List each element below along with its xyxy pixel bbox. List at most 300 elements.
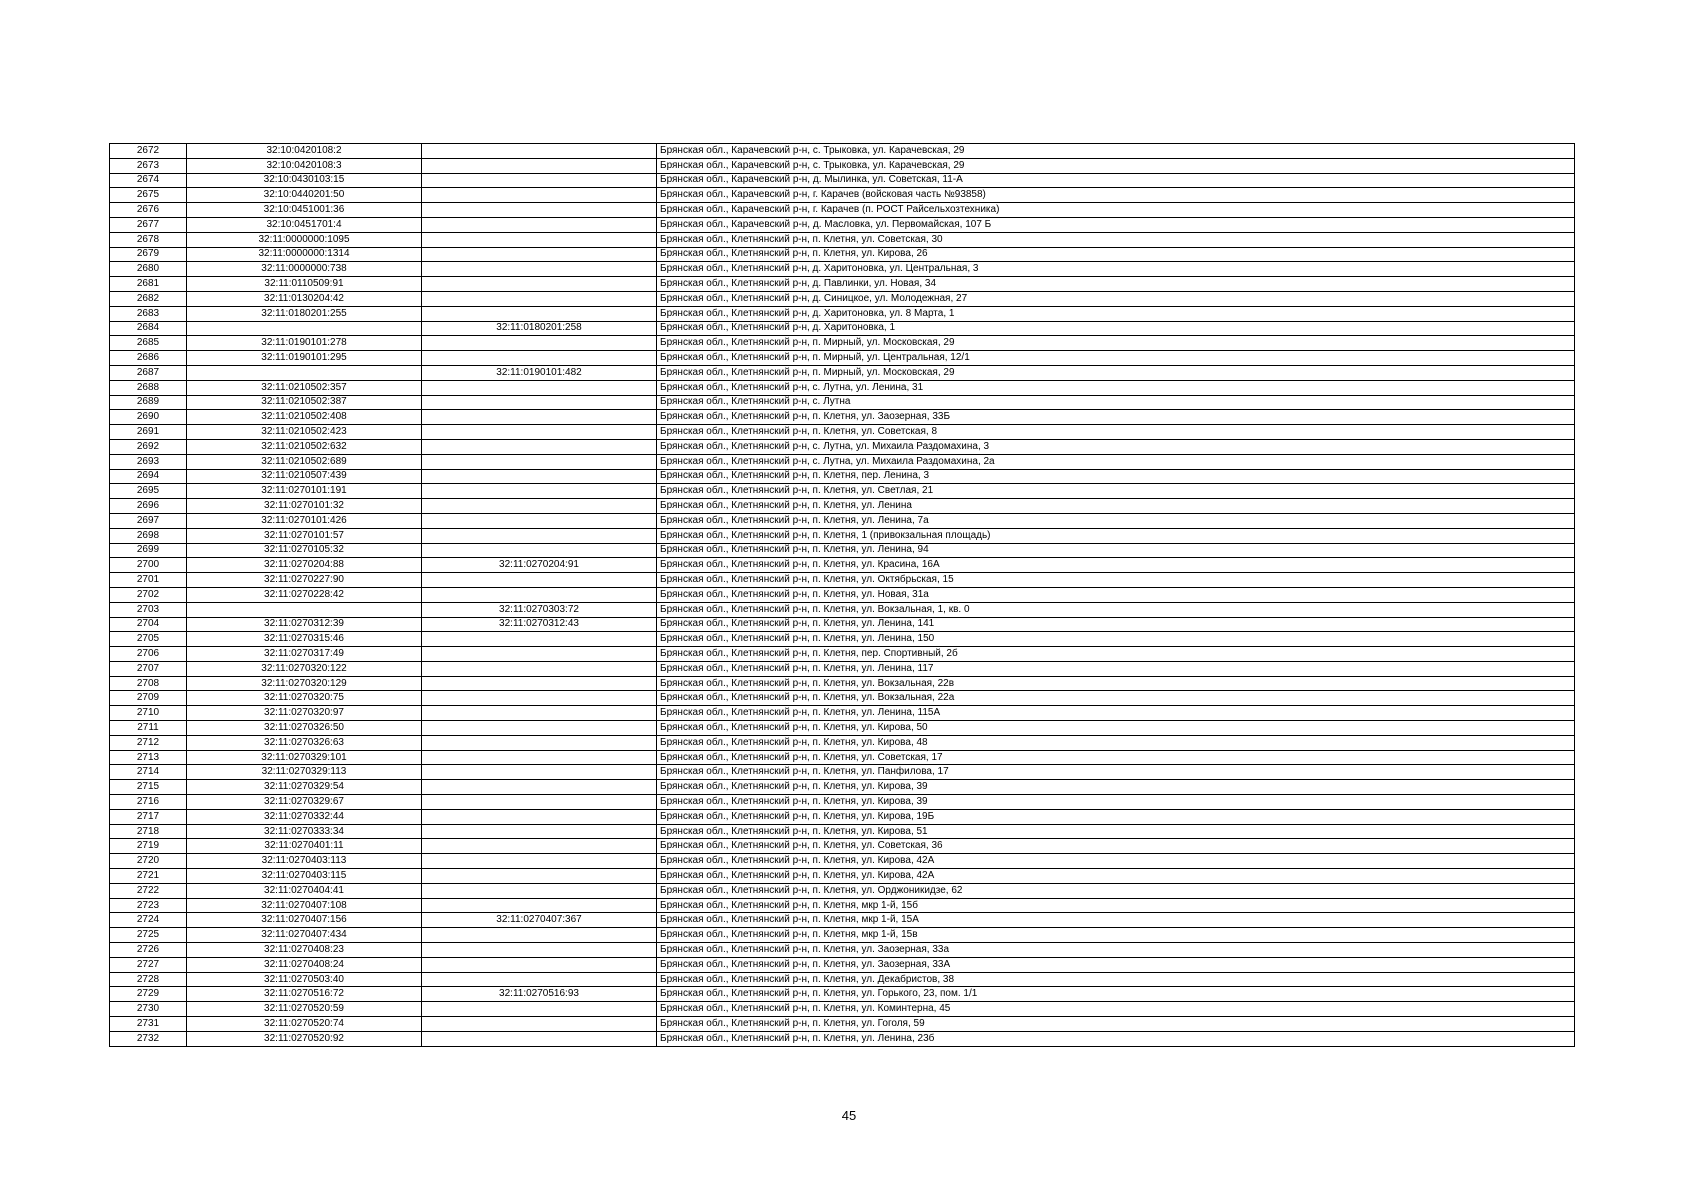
table-row (110, 528, 1575, 543)
cadastral-number-cell: 32:11:0270329:54 (187, 780, 422, 795)
cadastral-number-cell: 32:10:0420108:3 (187, 158, 422, 173)
related-cadastral-number-cell (422, 676, 657, 691)
cadastral-number-cell: 32:11:0270404:41 (187, 883, 422, 898)
cadastral-number-cell: 32:11:0270516:72 (187, 987, 422, 1002)
related-cadastral-number-cell (422, 410, 657, 425)
address-cell: Брянская обл., Карачевский р-н, д. Масловка, ул. Первомайская, 107 Б (657, 217, 1575, 232)
related-cadastral-number-cell (422, 188, 657, 203)
address-cell: Брянская обл., Клетнянский р-н, д. Павлинки, ул. Новая, 34 (657, 277, 1575, 292)
table-row (110, 1002, 1575, 1017)
cadastral-number-cell: 32:11:0270520:92 (187, 1031, 422, 1046)
address-cell: Брянская обл., Клетнянский р-н, с. Лутна, ул. Ленина, 31 (657, 380, 1575, 395)
cadastral-number-cell: 32:11:0270408:24 (187, 957, 422, 972)
address-cell: Брянская обл., Клетнянский р-н, п. Клетня, ул. Ленина, 94 (657, 543, 1575, 558)
cadastral-number-cell: 32:11:0130204:42 (187, 291, 422, 306)
cadastral-number-cell: 32:11:0270101:191 (187, 484, 422, 499)
row-number-cell: 2708 (110, 676, 187, 691)
cadastral-number-cell: 32:11:0270101:32 (187, 499, 422, 514)
related-cadastral-number-cell (422, 469, 657, 484)
table-row (110, 632, 1575, 647)
address-cell: Брянская обл., Клетнянский р-н, п. Клетня, ул. Советская, 36 (657, 839, 1575, 854)
row-number-cell: 2692 (110, 439, 187, 454)
cadastral-number-cell: 32:11:0270503:40 (187, 972, 422, 987)
table-row (110, 839, 1575, 854)
table-row (110, 809, 1575, 824)
related-cadastral-number-cell (422, 706, 657, 721)
row-number-cell: 2696 (110, 499, 187, 514)
address-cell: Брянская обл., Клетнянский р-н, п. Клетня, ул. Кирова, 51 (657, 824, 1575, 839)
cadastral-number-cell: 32:11:0270520:59 (187, 1002, 422, 1017)
related-cadastral-number-cell (422, 543, 657, 558)
cadastral-number-cell: 32:11:0270320:129 (187, 676, 422, 691)
address-cell: Брянская обл., Клетнянский р-н, п. Клетня, ул. Декабристов, 38 (657, 972, 1575, 987)
address-cell: Брянская обл., Клетнянский р-н, п. Мирный, ул. Московская, 29 (657, 336, 1575, 351)
address-cell: Брянская обл., Клетнянский р-н, п. Клетня, ул. Ленина, 150 (657, 632, 1575, 647)
related-cadastral-number-cell: 32:11:0270204:91 (422, 558, 657, 573)
table-row (110, 721, 1575, 736)
row-number-cell: 2681 (110, 277, 187, 292)
address-cell: Брянская обл., Клетнянский р-н, п. Клетня, ул. Заозерная, 33А (657, 957, 1575, 972)
table-row (110, 854, 1575, 869)
table-row (110, 795, 1575, 810)
row-number-cell: 2675 (110, 188, 187, 203)
related-cadastral-number-cell (422, 721, 657, 736)
table-row (110, 336, 1575, 351)
cadastral-number-cell: 32:11:0190101:295 (187, 351, 422, 366)
address-cell: Брянская обл., Клетнянский р-н, д. Синицкое, ул. Молодежная, 27 (657, 291, 1575, 306)
address-cell: Брянская обл., Клетнянский р-н, д. Харитоновка, 1 (657, 321, 1575, 336)
table-row (110, 395, 1575, 410)
table-row (110, 558, 1575, 573)
row-number-cell: 2672 (110, 144, 187, 159)
address-cell: Брянская обл., Клетнянский р-н, п. Клетня, ул. Вокзальная, 1, кв. 0 (657, 602, 1575, 617)
cadastral-number-cell: 32:11:0270326:50 (187, 721, 422, 736)
address-cell: Брянская обл., Клетнянский р-н, п. Клетня, ул. Вокзальная, 22а (657, 691, 1575, 706)
cadastral-number-cell: 32:11:0270407:156 (187, 913, 422, 928)
cadastral-number-cell: 32:11:0110509:91 (187, 277, 422, 292)
related-cadastral-number-cell (422, 573, 657, 588)
row-number-cell: 2729 (110, 987, 187, 1002)
address-cell: Брянская обл., Клетнянский р-н, п. Клетня, пер. Спортивный, 2б (657, 647, 1575, 662)
address-cell: Брянская обл., Клетнянский р-н, п. Клетня, ул. Советская, 30 (657, 232, 1575, 247)
related-cadastral-number-cell (422, 277, 657, 292)
table-row (110, 957, 1575, 972)
row-number-cell: 2676 (110, 203, 187, 218)
cadastral-number-cell: 32:11:0270326:63 (187, 735, 422, 750)
related-cadastral-number-cell (422, 735, 657, 750)
table-row (110, 587, 1575, 602)
related-cadastral-number-cell (422, 513, 657, 528)
related-cadastral-number-cell (422, 795, 657, 810)
cadastral-number-cell: 32:10:0420108:2 (187, 144, 422, 159)
address-cell: Брянская обл., Клетнянский р-н, д. Харитоновка, ул. Центральная, 3 (657, 262, 1575, 277)
row-number-cell: 2723 (110, 898, 187, 913)
cadastral-number-cell (187, 365, 422, 380)
row-number-cell: 2722 (110, 883, 187, 898)
address-cell: Брянская обл., Клетнянский р-н, п. Клетня, ул. Орджоникидзе, 62 (657, 883, 1575, 898)
related-cadastral-number-cell: 32:11:0270516:93 (422, 987, 657, 1002)
related-cadastral-number-cell (422, 647, 657, 662)
table-row (110, 824, 1575, 839)
related-cadastral-number-cell (422, 765, 657, 780)
related-cadastral-number-cell (422, 351, 657, 366)
cadastral-number-cell: 32:11:0210502:689 (187, 454, 422, 469)
address-cell: Брянская обл., Клетнянский р-н, п. Клетня, мкр 1-й, 15в (657, 928, 1575, 943)
row-number-cell: 2679 (110, 247, 187, 262)
row-number-cell: 2727 (110, 957, 187, 972)
row-number-cell: 2718 (110, 824, 187, 839)
row-number-cell: 2687 (110, 365, 187, 380)
table-row (110, 617, 1575, 632)
table-row (110, 203, 1575, 218)
related-cadastral-number-cell (422, 1031, 657, 1046)
row-number-cell: 2730 (110, 1002, 187, 1017)
cadastral-number-cell: 32:11:0270317:49 (187, 647, 422, 662)
related-cadastral-number-cell (422, 750, 657, 765)
row-number-cell: 2698 (110, 528, 187, 543)
address-cell: Брянская обл., Клетнянский р-н, п. Клетня, ул. Советская, 17 (657, 750, 1575, 765)
cadastral-number-cell: 32:11:0270403:115 (187, 869, 422, 884)
address-cell: Брянская обл., Клетнянский р-н, п. Клетня, ул. Кирова, 48 (657, 735, 1575, 750)
cadastral-number-cell (187, 602, 422, 617)
related-cadastral-number-cell (422, 780, 657, 795)
cadastral-number-cell: 32:11:0270320:122 (187, 661, 422, 676)
cadastral-number-cell: 32:11:0270204:88 (187, 558, 422, 573)
cadastral-number-cell: 32:11:0000000:738 (187, 262, 422, 277)
row-number-cell: 2726 (110, 943, 187, 958)
row-number-cell: 2720 (110, 854, 187, 869)
address-cell: Брянская обл., Клетнянский р-н, п. Клетня, ул. Кирова, 50 (657, 721, 1575, 736)
table-row (110, 499, 1575, 514)
related-cadastral-number-cell (422, 262, 657, 277)
cadastral-number-cell: 32:11:0000000:1095 (187, 232, 422, 247)
table-row (110, 928, 1575, 943)
related-cadastral-number-cell (422, 336, 657, 351)
related-cadastral-number-cell (422, 306, 657, 321)
row-number-cell: 2703 (110, 602, 187, 617)
registry-table (109, 143, 1575, 1047)
cadastral-number-cell: 32:11:0210507:439 (187, 469, 422, 484)
cadastral-number-cell: 32:11:0270228:42 (187, 587, 422, 602)
address-cell: Брянская обл., Клетнянский р-н, п. Клетня, ул. Горького, 23, пом. 1/1 (657, 987, 1575, 1002)
row-number-cell: 2697 (110, 513, 187, 528)
cadastral-number-cell: 32:11:0270227:90 (187, 573, 422, 588)
related-cadastral-number-cell (422, 528, 657, 543)
row-number-cell: 2691 (110, 425, 187, 440)
row-number-cell: 2712 (110, 735, 187, 750)
related-cadastral-number-cell (422, 972, 657, 987)
row-number-cell: 2725 (110, 928, 187, 943)
cadastral-number-cell: 32:11:0270320:75 (187, 691, 422, 706)
address-cell: Брянская обл., Клетнянский р-н, п. Клетня, ул. Кирова, 39 (657, 780, 1575, 795)
related-cadastral-number-cell (422, 869, 657, 884)
table-row (110, 232, 1575, 247)
row-number-cell: 2677 (110, 217, 187, 232)
table-row (110, 439, 1575, 454)
row-number-cell: 2683 (110, 306, 187, 321)
row-number-cell: 2707 (110, 661, 187, 676)
cadastral-number-cell: 32:11:0270101:57 (187, 528, 422, 543)
related-cadastral-number-cell (422, 247, 657, 262)
related-cadastral-number-cell (422, 395, 657, 410)
related-cadastral-number-cell (422, 898, 657, 913)
address-cell: Брянская обл., Клетнянский р-н, п. Клетня, ул. Советская, 8 (657, 425, 1575, 440)
table-row (110, 351, 1575, 366)
address-cell: Брянская обл., Клетнянский р-н, п. Мирный, ул. Центральная, 12/1 (657, 351, 1575, 366)
table-row (110, 1017, 1575, 1032)
related-cadastral-number-cell (422, 587, 657, 602)
table-row (110, 365, 1575, 380)
related-cadastral-number-cell (422, 661, 657, 676)
table-row (110, 602, 1575, 617)
related-cadastral-number-cell (422, 1017, 657, 1032)
address-cell: Брянская обл., Клетнянский р-н, п. Клетня, ул. Ленина, 141 (657, 617, 1575, 632)
address-cell: Брянская обл., Клетнянский р-н, п. Клетня, мкр 1-й, 15А (657, 913, 1575, 928)
table-row (110, 1031, 1575, 1046)
table-row (110, 144, 1575, 159)
cadastral-number-cell: 32:11:0270329:113 (187, 765, 422, 780)
related-cadastral-number-cell (422, 484, 657, 499)
table-row (110, 691, 1575, 706)
row-number-cell: 2694 (110, 469, 187, 484)
row-number-cell: 2699 (110, 543, 187, 558)
row-number-cell: 2689 (110, 395, 187, 410)
related-cadastral-number-cell (422, 144, 657, 159)
row-number-cell: 2704 (110, 617, 187, 632)
cadastral-number-cell: 32:11:0270312:39 (187, 617, 422, 632)
related-cadastral-number-cell (422, 928, 657, 943)
related-cadastral-number-cell (422, 380, 657, 395)
page-number: 45 (841, 1108, 857, 1123)
row-number-cell: 2701 (110, 573, 187, 588)
cadastral-number-cell: 32:11:0270329:101 (187, 750, 422, 765)
related-cadastral-number-cell: 32:11:0180201:258 (422, 321, 657, 336)
row-number-cell: 2678 (110, 232, 187, 247)
row-number-cell: 2674 (110, 173, 187, 188)
address-cell: Брянская обл., Клетнянский р-н, п. Клетня, ул. Кирова, 19Б (657, 809, 1575, 824)
related-cadastral-number-cell (422, 232, 657, 247)
table-row (110, 661, 1575, 676)
row-number-cell: 2693 (110, 454, 187, 469)
row-number-cell: 2711 (110, 721, 187, 736)
cadastral-number-cell: 32:11:0270333:34 (187, 824, 422, 839)
cadastral-number-cell: 32:11:0210502:357 (187, 380, 422, 395)
table-row (110, 410, 1575, 425)
address-cell: Брянская обл., Клетнянский р-н, с. Лутна, ул. Михаила Раздомахина, 2а (657, 454, 1575, 469)
related-cadastral-number-cell: 32:11:0270303:72 (422, 602, 657, 617)
table-row (110, 750, 1575, 765)
address-cell: Брянская обл., Клетнянский р-н, п. Клетня, ул. Светлая, 21 (657, 484, 1575, 499)
address-cell: Брянская обл., Карачевский р-н, г. Карачев (п. РОСТ Райсельхозтехника) (657, 203, 1575, 218)
address-cell: Брянская обл., Клетнянский р-н, п. Мирный, ул. Московская, 29 (657, 365, 1575, 380)
table-row (110, 543, 1575, 558)
table-row (110, 469, 1575, 484)
row-number-cell: 2715 (110, 780, 187, 795)
table-row (110, 158, 1575, 173)
row-number-cell: 2717 (110, 809, 187, 824)
address-cell: Брянская обл., Клетнянский р-н, п. Клетня, ул. Ленина, 115А (657, 706, 1575, 721)
table-row (110, 898, 1575, 913)
cadastral-number-cell: 32:10:0451001:36 (187, 203, 422, 218)
cadastral-number-cell: 32:11:0270520:74 (187, 1017, 422, 1032)
row-number-cell: 2716 (110, 795, 187, 810)
registry-table-body (110, 144, 1575, 1047)
cadastral-number-cell: 32:11:0000000:1314 (187, 247, 422, 262)
address-cell: Брянская обл., Клетнянский р-н, п. Клетня, ул. Гоголя, 59 (657, 1017, 1575, 1032)
address-cell: Брянская обл., Клетнянский р-н, п. Клетня, ул. Ленина, 7а (657, 513, 1575, 528)
row-number-cell: 2731 (110, 1017, 187, 1032)
row-number-cell: 2680 (110, 262, 187, 277)
address-cell: Брянская обл., Клетнянский р-н, п. Клетня, ул. Коминтерна, 45 (657, 1002, 1575, 1017)
row-number-cell: 2700 (110, 558, 187, 573)
related-cadastral-number-cell (422, 173, 657, 188)
cadastral-number-cell (187, 321, 422, 336)
table-row (110, 291, 1575, 306)
row-number-cell: 2705 (110, 632, 187, 647)
related-cadastral-number-cell (422, 691, 657, 706)
related-cadastral-number-cell (422, 203, 657, 218)
cadastral-number-cell: 32:11:0270101:426 (187, 513, 422, 528)
cadastral-number-cell: 32:11:0210502:387 (187, 395, 422, 410)
related-cadastral-number-cell: 32:11:0270312:43 (422, 617, 657, 632)
table-row (110, 454, 1575, 469)
address-cell: Брянская обл., Клетнянский р-н, п. Клетня, ул. Кирова, 42А (657, 854, 1575, 869)
table-row (110, 735, 1575, 750)
row-number-cell: 2732 (110, 1031, 187, 1046)
row-number-cell: 2710 (110, 706, 187, 721)
table-row (110, 573, 1575, 588)
related-cadastral-number-cell (422, 809, 657, 824)
table-row (110, 262, 1575, 277)
cadastral-number-cell: 32:11:0270315:46 (187, 632, 422, 647)
cadastral-number-cell: 32:11:0180201:255 (187, 306, 422, 321)
row-number-cell: 2688 (110, 380, 187, 395)
table-row (110, 647, 1575, 662)
table-row (110, 972, 1575, 987)
table-row (110, 484, 1575, 499)
cadastral-number-cell: 32:11:0270401:11 (187, 839, 422, 854)
row-number-cell: 2686 (110, 351, 187, 366)
table-row (110, 321, 1575, 336)
address-cell: Брянская обл., Клетнянский р-н, п. Клетня, ул. Панфилова, 17 (657, 765, 1575, 780)
related-cadastral-number-cell (422, 158, 657, 173)
address-cell: Брянская обл., Клетнянский р-н, с. Лутна, ул. Михаила Раздомахина, 3 (657, 439, 1575, 454)
row-number-cell: 2685 (110, 336, 187, 351)
related-cadastral-number-cell (422, 943, 657, 958)
address-cell: Брянская обл., Клетнянский р-н, п. Клетня, ул. Вокзальная, 22в (657, 676, 1575, 691)
table-row (110, 217, 1575, 232)
row-number-cell: 2721 (110, 869, 187, 884)
cadastral-number-cell: 32:11:0270403:113 (187, 854, 422, 869)
address-cell: Брянская обл., Клетнянский р-н, д. Харитоновка, ул. 8 Марта, 1 (657, 306, 1575, 321)
address-cell: Брянская обл., Клетнянский р-н, п. Клетня, ул. Кирова, 42А (657, 869, 1575, 884)
related-cadastral-number-cell (422, 632, 657, 647)
table-row (110, 676, 1575, 691)
cadastral-number-cell: 32:11:0270408:23 (187, 943, 422, 958)
table-row (110, 869, 1575, 884)
row-number-cell: 2673 (110, 158, 187, 173)
row-number-cell: 2690 (110, 410, 187, 425)
address-cell: Брянская обл., Клетнянский р-н, п. Клетня, мкр 1-й, 15б (657, 898, 1575, 913)
address-cell: Брянская обл., Клетнянский р-н, п. Клетня, пер. Ленина, 3 (657, 469, 1575, 484)
related-cadastral-number-cell (422, 854, 657, 869)
related-cadastral-number-cell (422, 824, 657, 839)
cadastral-number-cell: 32:10:0451701:4 (187, 217, 422, 232)
table-row (110, 883, 1575, 898)
address-cell: Брянская обл., Клетнянский р-н, п. Клетня, ул. Ленина, 23б (657, 1031, 1575, 1046)
related-cadastral-number-cell: 32:11:0190101:482 (422, 365, 657, 380)
cadastral-number-cell: 32:11:0210502:423 (187, 425, 422, 440)
row-number-cell: 2719 (110, 839, 187, 854)
related-cadastral-number-cell (422, 883, 657, 898)
table-row (110, 380, 1575, 395)
row-number-cell: 2702 (110, 587, 187, 602)
row-number-cell: 2682 (110, 291, 187, 306)
address-cell: Брянская обл., Клетнянский р-н, п. Клетня, ул. Кирова, 39 (657, 795, 1575, 810)
related-cadastral-number-cell: 32:11:0270407:367 (422, 913, 657, 928)
address-cell: Брянская обл., Клетнянский р-н, п. Клетня, ул. Ленина (657, 499, 1575, 514)
address-cell: Брянская обл., Клетнянский р-н, п. Клетня, ул. Заозерная, 33а (657, 943, 1575, 958)
related-cadastral-number-cell (422, 839, 657, 854)
row-number-cell: 2695 (110, 484, 187, 499)
row-number-cell: 2709 (110, 691, 187, 706)
address-cell: Брянская обл., Клетнянский р-н, п. Клетня, ул. Заозерная, 33Б (657, 410, 1575, 425)
row-number-cell: 2724 (110, 913, 187, 928)
cadastral-number-cell: 32:11:0210502:632 (187, 439, 422, 454)
cadastral-number-cell: 32:11:0210502:408 (187, 410, 422, 425)
row-number-cell: 2714 (110, 765, 187, 780)
address-cell: Брянская обл., Карачевский р-н, с. Трыковка, ул. Карачевская, 29 (657, 144, 1575, 159)
related-cadastral-number-cell (422, 291, 657, 306)
address-cell: Брянская обл., Клетнянский р-н, п. Клетня, ул. Октябрьская, 15 (657, 573, 1575, 588)
table-row (110, 277, 1575, 292)
cadastral-number-cell: 32:11:0270407:434 (187, 928, 422, 943)
row-number-cell: 2728 (110, 972, 187, 987)
row-number-cell: 2684 (110, 321, 187, 336)
address-cell: Брянская обл., Карачевский р-н, д. Мылинка, ул. Советская, 11-А (657, 173, 1575, 188)
table-row (110, 425, 1575, 440)
address-cell: Брянская обл., Клетнянский р-н, с. Лутна (657, 395, 1575, 410)
table-row (110, 765, 1575, 780)
cadastral-number-cell: 32:10:0440201:50 (187, 188, 422, 203)
table-row (110, 173, 1575, 188)
address-cell: Брянская обл., Клетнянский р-н, п. Клетня, ул. Ленина, 117 (657, 661, 1575, 676)
table-row (110, 943, 1575, 958)
cadastral-number-cell: 32:11:0270320:97 (187, 706, 422, 721)
table-row (110, 913, 1575, 928)
address-cell: Брянская обл., Клетнянский р-н, п. Клетня, 1 (привокзальная площадь) (657, 528, 1575, 543)
address-cell: Брянская обл., Клетнянский р-н, п. Клетня, ул. Кирова, 26 (657, 247, 1575, 262)
address-cell: Брянская обл., Карачевский р-н, г. Карачев (войсковая часть №93858) (657, 188, 1575, 203)
table-row (110, 306, 1575, 321)
row-number-cell: 2713 (110, 750, 187, 765)
cadastral-number-cell: 32:10:0430103:15 (187, 173, 422, 188)
cadastral-number-cell: 32:11:0190101:278 (187, 336, 422, 351)
address-cell: Брянская обл., Клетнянский р-н, п. Клетня, ул. Красина, 16А (657, 558, 1575, 573)
row-number-cell: 2706 (110, 647, 187, 662)
related-cadastral-number-cell (422, 499, 657, 514)
table-row (110, 987, 1575, 1002)
table-row (110, 780, 1575, 795)
related-cadastral-number-cell (422, 439, 657, 454)
address-cell: Брянская обл., Клетнянский р-н, п. Клетня, ул. Новая, 31а (657, 587, 1575, 602)
cadastral-number-cell: 32:11:0270407:108 (187, 898, 422, 913)
cadastral-number-cell: 32:11:0270105:32 (187, 543, 422, 558)
related-cadastral-number-cell (422, 1002, 657, 1017)
related-cadastral-number-cell (422, 425, 657, 440)
table-row (110, 513, 1575, 528)
cadastral-number-cell: 32:11:0270329:67 (187, 795, 422, 810)
